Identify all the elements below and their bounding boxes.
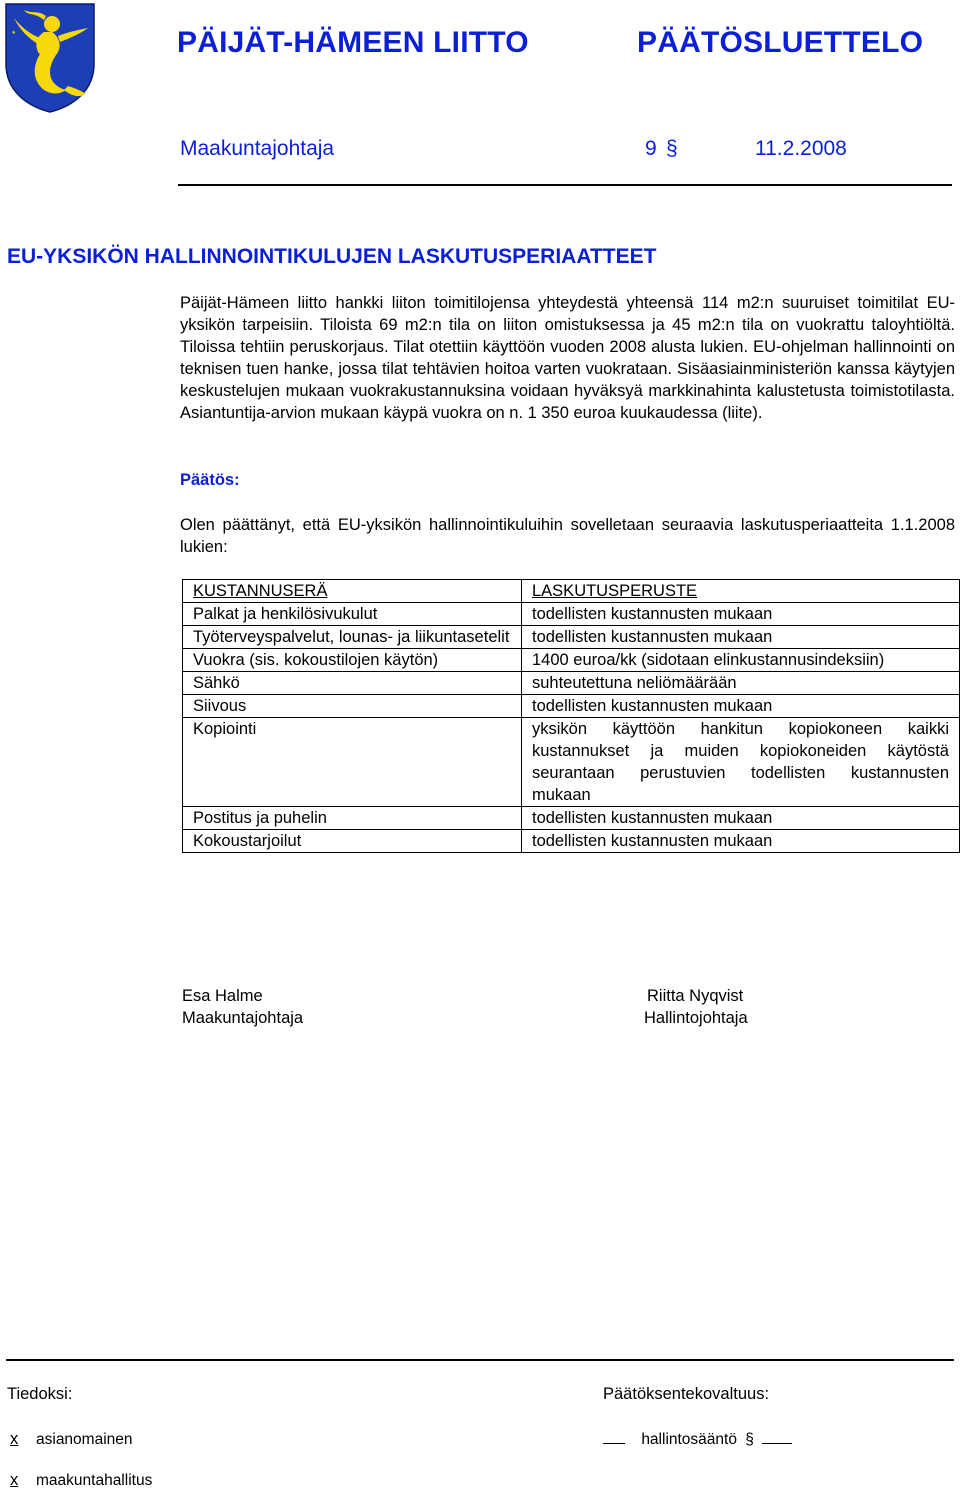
billing-basis-cell: todellisten kustannusten mukaan <box>522 695 960 718</box>
signer-name: Riitta Nyqvist <box>647 987 744 1005</box>
billing-basis-cell: todellisten kustannusten mukaan <box>522 626 960 649</box>
decision-maker: Maakuntajohtaja <box>180 137 335 160</box>
billing-principles-table <box>182 579 960 853</box>
document-title: EU-YKSIKÖN HALLINNOINTIKULUJEN LASKUTUSPERIAATTEET <box>7 245 657 268</box>
billing-basis-cell: todellisten kustannusten mukaan <box>522 807 960 830</box>
cost-item-cell: Palkat ja henkilösivukulut <box>183 603 522 626</box>
cost-item-cell: Siivous <box>183 695 522 718</box>
decision-label: Päätös: <box>180 471 240 489</box>
table-row <box>183 830 960 853</box>
table-row <box>183 603 960 626</box>
intro-paragraph: Päijät-Hämeen liitto hankki liiton toimitilojensa yhteydestä yhteensä 114 m2:n suuruiset toimitilat EU-yksikön tarpeisiin. Tiloista 69 m2:n tila on liiton omistuksessa ja 45 m2:n tila on vuokrattu taloyhtiöltä. Tiloissa tehtiin peruskorjaus. Tilat otettiin käyttöön vuoden 2008 alusta lukien. EU-ohjelman hallinnointi on teknisen tuen hanke, jossa tilat tehtävien hoitoa varten vuokrataan. Sisäasiainministeriön kanssa käytyjen keskustelujen mukaan vuokrakustannuksina voidaan hyväksyä markkinahinta kalustetusta toimistotilasta. Asiantuntija-arvion mukaan käypä vuokra on n. 1 350 euroa kuukaudessa (liite). <box>180 294 955 422</box>
table-row <box>183 649 960 672</box>
table-header-row <box>183 580 960 603</box>
blank-line <box>762 1443 792 1444</box>
recipient-mark: x <box>10 1430 19 1448</box>
billing-basis-cell: 1400 euroa/kk (sidotaan elinkustannusindeksiin) <box>522 649 960 672</box>
recipient-mark: x <box>10 1471 19 1489</box>
cost-item-cell: Sähkö <box>183 672 522 695</box>
signature-block-2 <box>644 985 748 1029</box>
cost-item-cell: Työterveyspalvelut, lounas- ja liikuntasetelit <box>183 626 522 649</box>
authority-item: hallintosääntö § <box>603 1431 792 1449</box>
organization-name: PÄIJÄT-HÄMEEN LIITTO <box>177 26 529 59</box>
table-row <box>183 718 960 807</box>
column-header-cost-item: KUSTANNUSERÄ <box>183 580 522 603</box>
signature-block-1 <box>182 985 303 1029</box>
cost-item-cell: Kopiointi <box>183 718 522 807</box>
recipient-label: asianomainen <box>36 1431 133 1448</box>
table-row <box>183 807 960 830</box>
decision-paragraph: Olen päättänyt, että EU-yksikön hallinnointikuluihin sovelletaan seuraavia laskutusperiaatteita 1.1.2008 lukien: <box>180 516 955 556</box>
cost-item-cell: Postitus ja puhelin <box>183 807 522 830</box>
billing-basis-cell: yksikön käyttöön hankitun kopiokoneen kaikki kustannukset ja muiden kopiokoneiden käytöstä seurantaan perustuvien todellisten kustannusten mukaan <box>522 718 960 807</box>
cost-item-cell: Vuokra (sis. kokoustilojen käytön) <box>183 649 522 672</box>
blank-line <box>603 1443 625 1444</box>
billing-basis-cell: todellisten kustannusten mukaan <box>522 830 960 853</box>
recipient-label: maakuntahallitus <box>36 1472 153 1489</box>
table-row <box>183 626 960 649</box>
column-header-billing-basis: LASKUTUSPERUSTE <box>522 580 960 603</box>
authority-label: Päätöksentekovaltuus: <box>603 1385 770 1403</box>
decision-date: 11.2.2008 <box>755 137 847 160</box>
table-row <box>183 695 960 718</box>
header-divider <box>178 184 952 186</box>
section-sign: § <box>666 137 678 160</box>
cost-item-cell: Kokoustarjoilut <box>183 830 522 853</box>
notice-label: Tiedoksi: <box>7 1385 73 1403</box>
billing-basis-cell: suhteutettuna neliömäärään <box>522 672 960 695</box>
billing-basis-cell: todellisten kustannusten mukaan <box>522 603 960 626</box>
document-type: PÄÄTÖSLUETTELO <box>637 26 924 59</box>
decision-number: 9 <box>645 137 657 160</box>
signer-name: Esa Halme <box>182 987 263 1005</box>
footer-divider <box>6 1359 954 1361</box>
table-row <box>183 672 960 695</box>
signer-title: Maakuntajohtaja <box>182 1009 304 1027</box>
signer-title: Hallintojohtaja <box>644 1009 748 1027</box>
coat-of-arms-logo <box>4 2 96 114</box>
